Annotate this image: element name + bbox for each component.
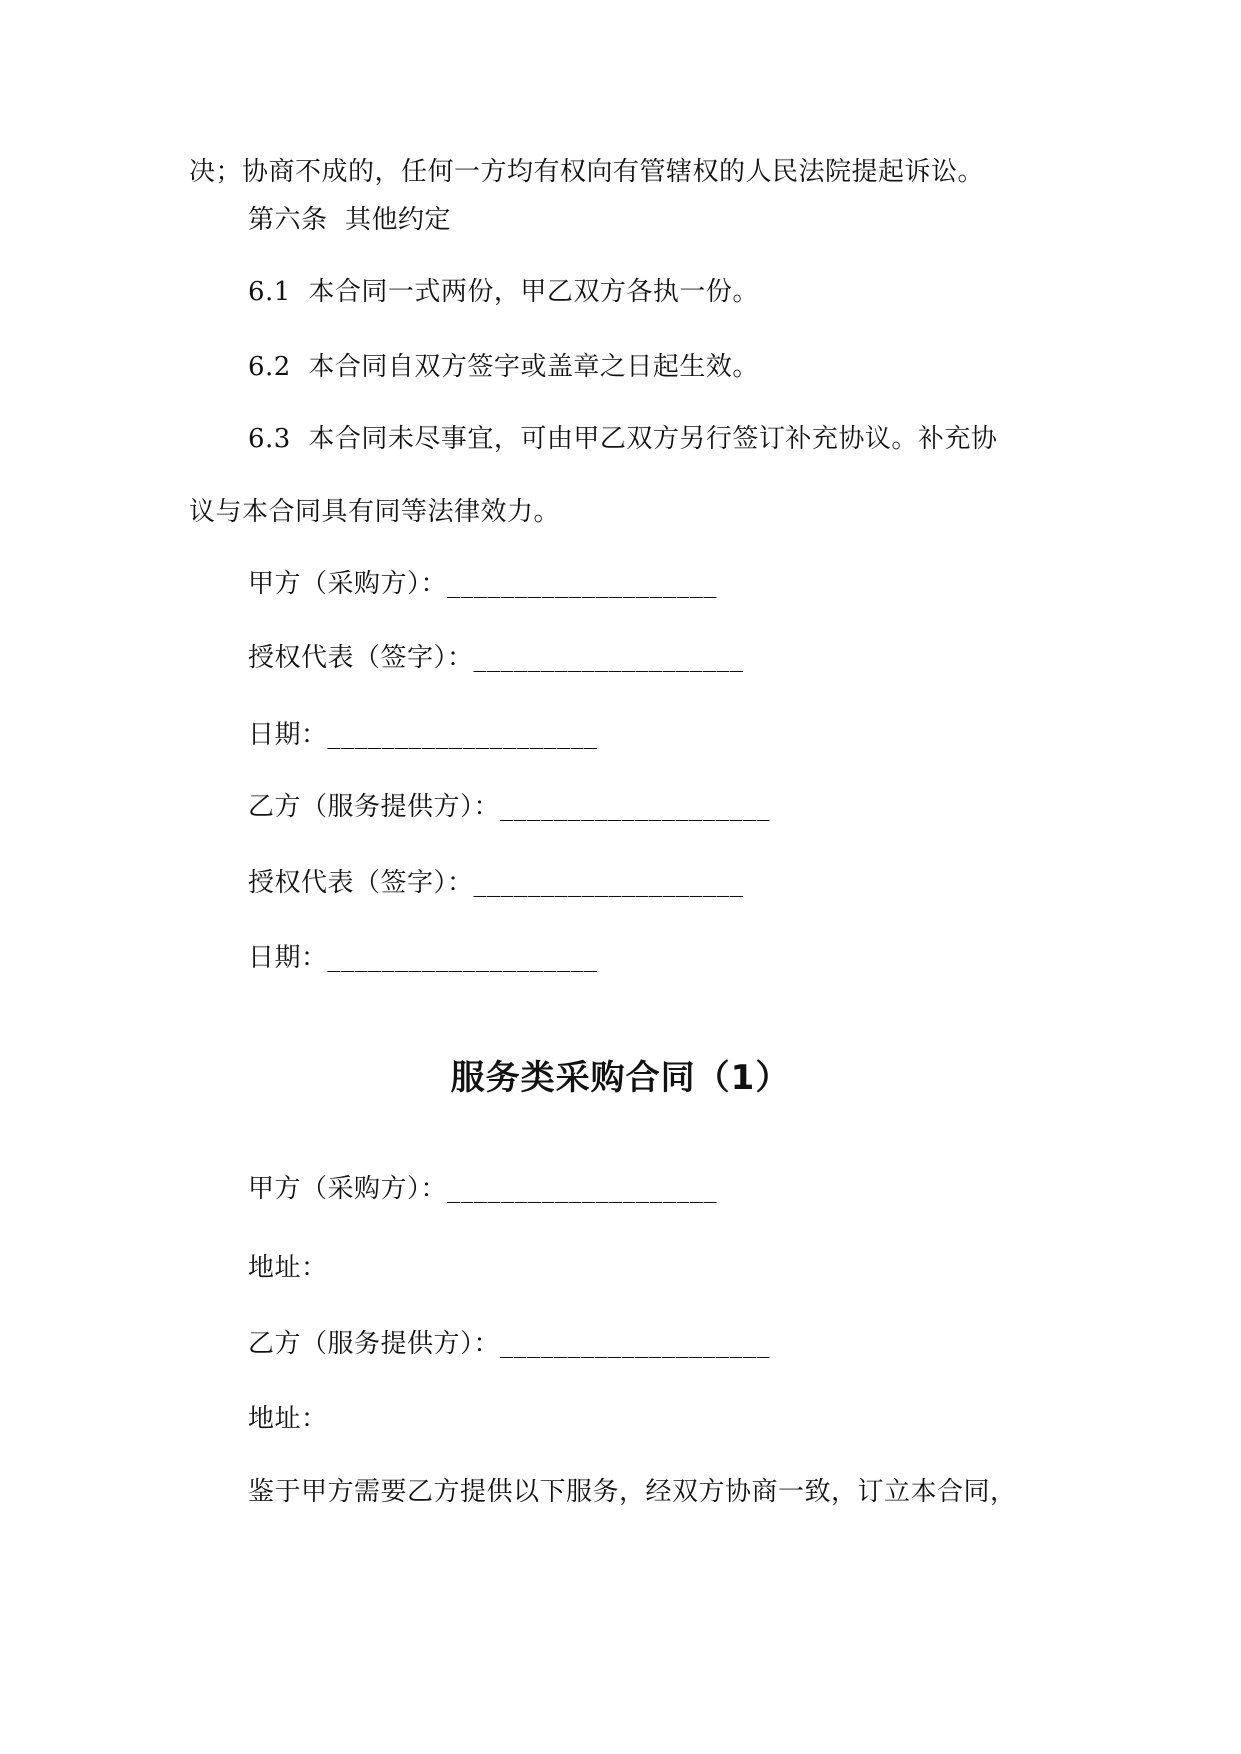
contract-party-a: 甲方（采购方）：____________________	[248, 1174, 718, 1204]
signature-party-b: 乙方（服务提供方）：____________________	[248, 792, 771, 822]
contract-address-a: 地址：	[248, 1253, 328, 1283]
clause-6-3-line-2: 议与本合同具有同等法律效力。	[189, 497, 561, 527]
clause-6-1: 6.1 本合同一式两份，甲乙双方各执一份。	[248, 277, 759, 307]
clause-6-2: 6.2 本合同自双方签字或盖章之日起生效。	[248, 352, 759, 382]
clause-6-3-line-1: 6.3 本合同未尽事宜，可由甲乙双方另行签订补充协议。补充协	[248, 424, 998, 454]
contract-preamble: 鉴于甲方需要乙方提供以下服务，经双方协商一致，订立本合同，	[248, 1477, 1017, 1507]
dispute-clause-continuation: 决；协商不成的，任何一方均有权向有管辖权的人民法院提起诉讼。	[189, 157, 985, 187]
signature-representative-b: 授权代表（签字）：____________________	[248, 868, 744, 898]
contract-address-b: 地址：	[248, 1404, 328, 1434]
signature-date-a: 日期：____________________	[248, 720, 598, 750]
contract-party-b: 乙方（服务提供方）：____________________	[248, 1329, 771, 1359]
contract-title: 服务类采购合同（1）	[450, 1058, 791, 1098]
signature-party-a: 甲方（采购方）：____________________	[248, 569, 718, 599]
signature-date-b: 日期：____________________	[248, 943, 598, 973]
article-6-heading: 第六条 其他约定	[248, 205, 452, 235]
signature-representative-a: 授权代表（签字）：____________________	[248, 643, 744, 673]
